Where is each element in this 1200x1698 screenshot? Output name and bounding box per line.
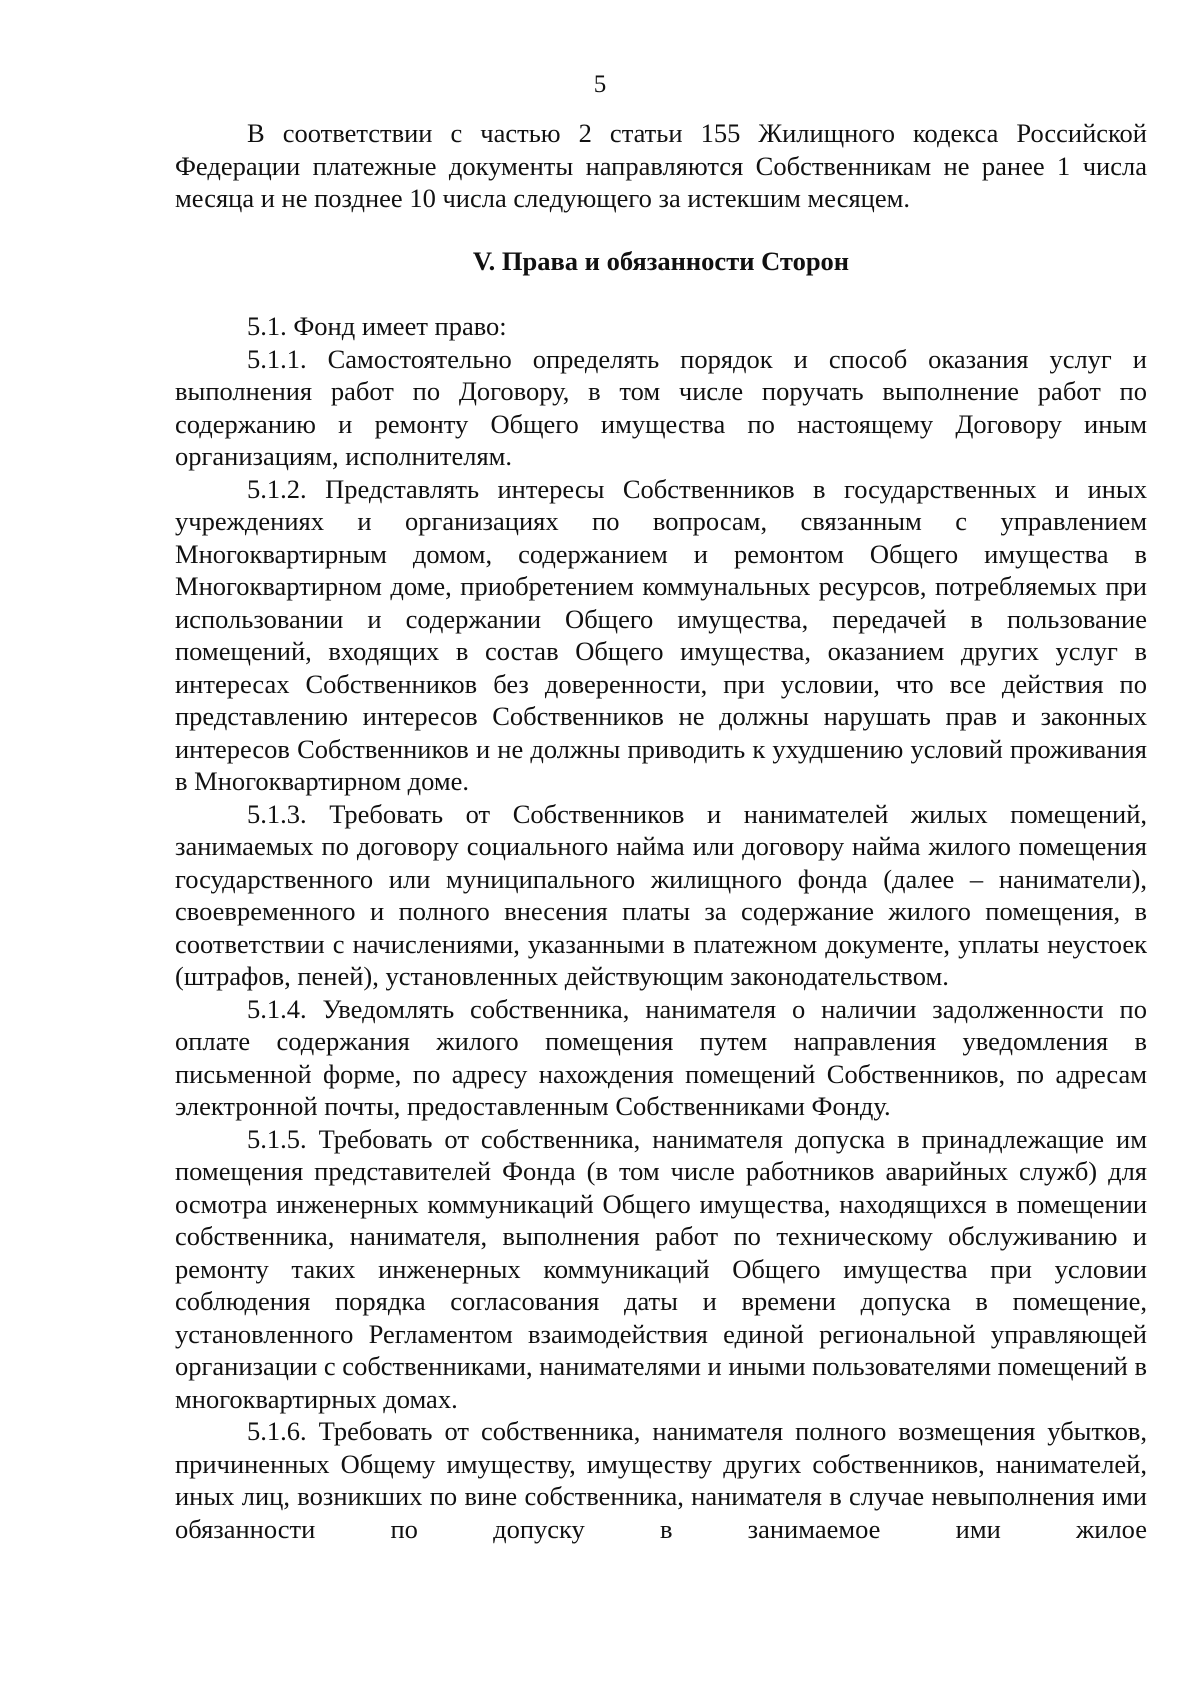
clause-5-1-5: 5.1.5. Требовать от собственника, нанимателя допуска в принадлежащие им помещения представителей Фонда (в том числе работников аварийных служб) для осмотра инженерных коммуникаций Общего имущества, находящихся в помещении собственника, нанимателя, выполнения работ по техническому обслуживанию и ремонту таких инженерных коммуникаций Общего имущества при условии соблюдения порядка согласования даты и времени допуска в помещение, установленного Регламентом взаимодействия единой региональной управляющей организации с собственниками, нанимателями и иными пользователями помещений в многоквартирных домах. — [175, 1123, 1147, 1414]
subsection-title: 5.1. Фонд имеет право: — [247, 311, 507, 341]
section-heading: V. Права и обязанности Сторон — [472, 245, 850, 276]
document-body — [175, 117, 1147, 1545]
clause-5-1-2: 5.1.2. Представлять интересы Собственников в государственных и иных учреждениях и организациях по вопросам, связанным с управлением Многоквартирным домом, содержанием и ремонтом Общего имущества в Многоквартирном доме, приобретением коммунальных ресурсов, потребляемых при использовании и содержании Общего имущества, передачей в пользование помещений, входящих в состав Общего имущества, оказанием других услуг в интересах Собственников без доверенности, при условии, что все действия по представлению интересов Собственников не должны нарушать прав и законных интересов Собственников и не должны приводить к ухудшению условий проживания в Многоквартирном доме. — [175, 473, 1147, 796]
clause-5-1-6: 5.1.6. Требовать от собственника, нанимателя полного возмещения убытков, причиненных Общему имуществу, имуществу других собственников, нанимателей, иных лиц, возникших по вине собственника, нанимателя в случае невыполнения ими обязанности по допуску в занимаемое ими жилое — [175, 1416, 1147, 1544]
clause-5-1-4: 5.1.4. Уведомлять собственника, нанимателя о наличии задолженности по оплате содержания жилого помещения путем направления уведомления в письменной форме, по адресу нахождения помещений Собственников, по адресам электронной почты, предоставленным Собственниками Фонду. — [175, 993, 1147, 1121]
intro-paragraph: В соответствии с частью 2 статьи 155 Жилищного кодекса Российской Федерации платежные документы направляются Собственникам не ранее 1 числа месяца и не позднее 10 числа следующего за истекшим месяцем. — [175, 118, 1147, 213]
page-number: 5 — [593, 71, 607, 98]
clause-5-1-1: 5.1.1. Самостоятельно определять порядок и способ оказания услуг и выполнения работ по Договору, в том числе поручать выполнение работ по содержанию и ремонту Общего имущества по настоящему Договору иным организациям, исполнителям. — [175, 343, 1147, 471]
clause-5-1-3: 5.1.3. Требовать от Собственников и нанимателей жилых помещений, занимаемых по договору социального найма или договору найма жилого помещения государственного или муниципального жилищного фонда (далее – наниматели), своевременного и полного внесения платы за содержание жилого помещения, в соответствии с начислениями, указанными в платежном документе, уплаты неустоек (штрафов, пеней), установленных действующим законодательством. — [175, 798, 1147, 991]
